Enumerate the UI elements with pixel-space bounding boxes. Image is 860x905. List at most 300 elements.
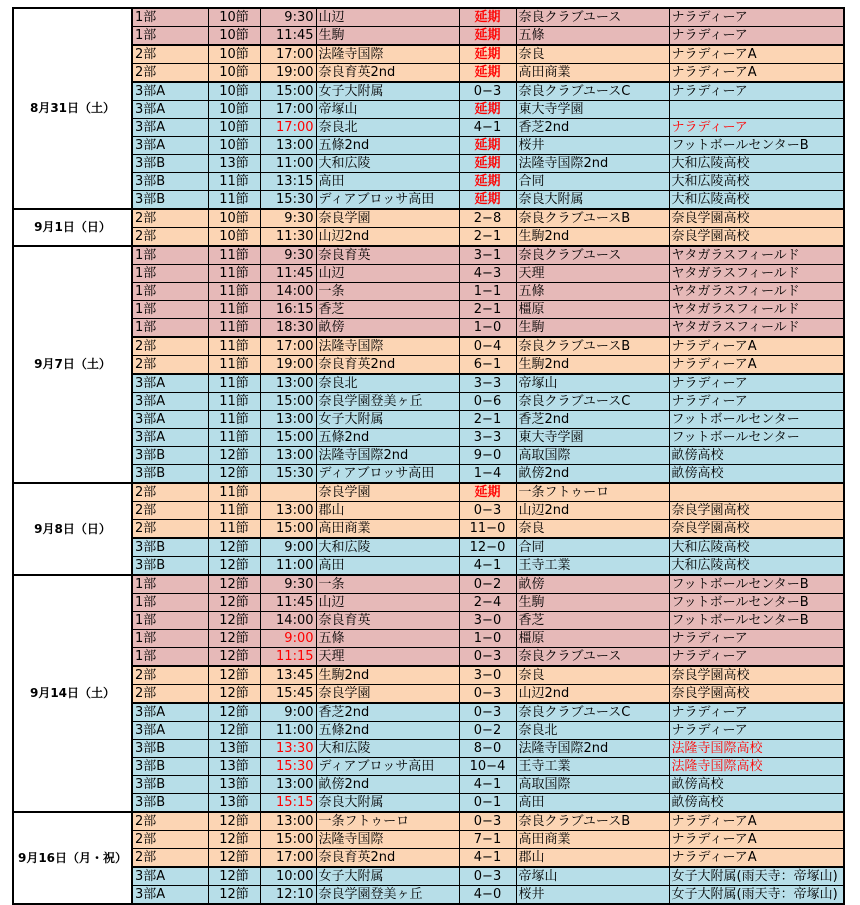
kickoff-time-cell: 13:00 — [260, 411, 316, 429]
round-cell: 13節 — [208, 776, 260, 794]
away-team-cell: 香芝 — [516, 612, 669, 630]
home-team-cell: 奈良育英2nd — [316, 356, 459, 375]
division-cell: 3部B — [132, 447, 208, 465]
kickoff-time-cell: 18:30 — [260, 319, 316, 338]
home-team-cell: 山辺 — [316, 8, 459, 27]
round-cell: 12節 — [208, 612, 260, 630]
kickoff-time-cell: 9:30 — [260, 575, 316, 594]
kickoff-time-cell: 14:00 — [260, 612, 316, 630]
division-cell: 3部A — [132, 374, 208, 393]
venue-cell: フットボールセンターB — [669, 575, 844, 594]
away-team-cell: 法隆寺国際2nd — [516, 155, 669, 173]
away-team-cell: 橿原 — [516, 301, 669, 319]
home-team-cell: 五條2nd — [316, 722, 459, 740]
match-row — [13, 27, 844, 46]
away-team-cell: 奈良クラブユースB — [516, 337, 669, 356]
round-cell: 11節 — [208, 265, 260, 283]
kickoff-time-cell: 11:45 — [260, 27, 316, 46]
round-cell: 11節 — [208, 502, 260, 520]
division-cell: 2部 — [132, 209, 208, 228]
round-cell: 10節 — [208, 101, 260, 119]
round-cell: 13節 — [208, 794, 260, 813]
score-cell: 2−8 — [459, 209, 516, 228]
away-team-cell: 一条フトゥーロ — [516, 483, 669, 502]
match-row — [13, 831, 844, 849]
away-team-cell: 奈良クラブユースC — [516, 82, 669, 101]
home-team-cell: 山辺 — [316, 594, 459, 612]
away-team-cell: 天理 — [516, 265, 669, 283]
away-team-cell: 奈良 — [516, 520, 669, 539]
home-team-cell: 女子大附属 — [316, 82, 459, 101]
match-row — [13, 812, 844, 831]
away-team-cell: 東大寺学園 — [516, 429, 669, 447]
score-cell: 0−3 — [459, 703, 516, 722]
round-cell: 10節 — [208, 27, 260, 46]
round-cell: 11節 — [208, 393, 260, 411]
kickoff-time-cell: 9:00 — [260, 630, 316, 648]
match-row — [13, 666, 844, 685]
away-team-cell: 生駒 — [516, 594, 669, 612]
kickoff-time-cell: 13:15 — [260, 173, 316, 191]
round-cell: 12節 — [208, 557, 260, 576]
division-cell: 3部B — [132, 794, 208, 813]
score-cell: 3−3 — [459, 429, 516, 447]
kickoff-time-cell: 11:30 — [260, 228, 316, 247]
venue-cell: 法隆寺国際高校 — [669, 740, 844, 758]
round-cell: 11節 — [208, 319, 260, 338]
score-cell: 3−0 — [459, 666, 516, 685]
kickoff-time-cell: 11:45 — [260, 265, 316, 283]
kickoff-time-cell: 17:00 — [260, 849, 316, 868]
round-cell: 10節 — [208, 228, 260, 247]
division-cell: 3部B — [132, 155, 208, 173]
away-team-cell: 五條 — [516, 283, 669, 301]
score-cell: 4−1 — [459, 849, 516, 868]
venue-cell: ナラディーアA — [669, 337, 844, 356]
away-team-cell: 山辺2nd — [516, 502, 669, 520]
match-row — [13, 319, 844, 338]
division-cell: 3部A — [132, 137, 208, 155]
kickoff-time-cell: 9:30 — [260, 8, 316, 27]
schedule-body — [13, 8, 844, 904]
score-cell: 3−0 — [459, 612, 516, 630]
kickoff-time-cell: 15:30 — [260, 191, 316, 210]
match-row — [13, 538, 844, 557]
away-team-cell: 奈良クラブユース — [516, 8, 669, 27]
away-team-cell: 香芝2nd — [516, 119, 669, 137]
kickoff-time-cell: 13:00 — [260, 812, 316, 831]
match-row — [13, 64, 844, 83]
score-cell: 12−0 — [459, 538, 516, 557]
away-team-cell: 奈良 — [516, 45, 669, 64]
home-team-cell: 奈良育英 — [316, 246, 459, 265]
venue-cell: 大和広陵高校 — [669, 538, 844, 557]
kickoff-time-cell: 10:00 — [260, 867, 316, 886]
venue-cell — [669, 483, 844, 502]
division-cell: 2部 — [132, 337, 208, 356]
kickoff-time-cell: 15:30 — [260, 758, 316, 776]
away-team-cell: 奈良大附属 — [516, 191, 669, 210]
round-cell: 11節 — [208, 173, 260, 191]
division-cell: 2部 — [132, 812, 208, 831]
round-cell: 10節 — [208, 82, 260, 101]
venue-cell: ヤタガラスフィールド — [669, 319, 844, 338]
home-team-cell: 奈良学園 — [316, 483, 459, 502]
score-cell: 0−2 — [459, 575, 516, 594]
match-row — [13, 867, 844, 886]
match-row — [13, 246, 844, 265]
score-cell: 延期 — [459, 27, 516, 46]
away-team-cell: 桜井 — [516, 886, 669, 905]
division-cell: 3部B — [132, 465, 208, 484]
venue-cell: 女子大附属(雨天寺：帝塚山) — [669, 867, 844, 886]
venue-cell: 大和広陵高校 — [669, 155, 844, 173]
score-cell: 0−3 — [459, 685, 516, 704]
away-team-cell: 帝塚山 — [516, 374, 669, 393]
venue-cell: 大和広陵高校 — [669, 191, 844, 210]
away-team-cell: 奈良クラブユース — [516, 648, 669, 667]
home-team-cell: 大和広陵 — [316, 538, 459, 557]
venue-cell: ヤタガラスフィールド — [669, 283, 844, 301]
score-cell: 2−1 — [459, 411, 516, 429]
home-team-cell: 五條2nd — [316, 137, 459, 155]
home-team-cell: ディアブロッサ高田 — [316, 191, 459, 210]
division-cell: 1部 — [132, 8, 208, 27]
score-cell: 延期 — [459, 101, 516, 119]
away-team-cell: 東大寺学園 — [516, 101, 669, 119]
score-cell: 6−1 — [459, 356, 516, 375]
round-cell: 10節 — [208, 209, 260, 228]
division-cell: 1部 — [132, 246, 208, 265]
score-cell: 0−3 — [459, 648, 516, 667]
match-row — [13, 228, 844, 247]
venue-cell: ヤタガラスフィールド — [669, 246, 844, 265]
home-team-cell: 法隆寺国際2nd — [316, 447, 459, 465]
round-cell: 12節 — [208, 447, 260, 465]
round-cell: 11節 — [208, 429, 260, 447]
kickoff-time-cell: 17:00 — [260, 45, 316, 64]
venue-cell: ナラディーア — [669, 703, 844, 722]
kickoff-time-cell: 11:45 — [260, 594, 316, 612]
venue-cell: 奈良学園高校 — [669, 685, 844, 704]
round-cell: 11節 — [208, 483, 260, 502]
venue-cell: ナラディーアA — [669, 831, 844, 849]
kickoff-time-cell: 15:45 — [260, 685, 316, 704]
match-row — [13, 722, 844, 740]
round-cell: 12節 — [208, 867, 260, 886]
kickoff-time-cell: 9:00 — [260, 538, 316, 557]
match-row — [13, 191, 844, 210]
venue-cell: フットボールセンターB — [669, 137, 844, 155]
kickoff-time-cell: 13:30 — [260, 740, 316, 758]
venue-cell: 奈良学園高校 — [669, 666, 844, 685]
division-cell: 2部 — [132, 502, 208, 520]
division-cell: 3部A — [132, 886, 208, 905]
venue-cell: フットボールセンターB — [669, 612, 844, 630]
home-team-cell: 奈良大附属 — [316, 794, 459, 813]
score-cell: 0−4 — [459, 337, 516, 356]
match-row — [13, 758, 844, 776]
match-row — [13, 594, 844, 612]
home-team-cell: 高田商業 — [316, 520, 459, 539]
round-cell: 12節 — [208, 630, 260, 648]
score-cell: 1−4 — [459, 465, 516, 484]
division-cell: 1部 — [132, 630, 208, 648]
division-cell: 3部A — [132, 101, 208, 119]
division-cell: 1部 — [132, 575, 208, 594]
home-team-cell: 五條2nd — [316, 429, 459, 447]
venue-cell: ナラディーア — [669, 374, 844, 393]
division-cell: 2部 — [132, 64, 208, 83]
home-team-cell: ディアブロッサ高田 — [316, 758, 459, 776]
round-cell: 11節 — [208, 191, 260, 210]
round-cell: 10節 — [208, 64, 260, 83]
away-team-cell: 帝塚山 — [516, 867, 669, 886]
score-cell: 延期 — [459, 137, 516, 155]
home-team-cell: 女子大附属 — [316, 411, 459, 429]
home-team-cell: 奈良学園登美ヶ丘 — [316, 886, 459, 905]
venue-cell: 奈良学園高校 — [669, 502, 844, 520]
match-row — [13, 685, 844, 704]
kickoff-time-cell: 19:00 — [260, 356, 316, 375]
venue-cell: フットボールセンターB — [669, 594, 844, 612]
kickoff-time-cell: 17:00 — [260, 337, 316, 356]
round-cell: 12節 — [208, 722, 260, 740]
round-cell: 12節 — [208, 812, 260, 831]
away-team-cell: 奈良クラブユースC — [516, 703, 669, 722]
home-team-cell: 生駒 — [316, 27, 459, 46]
match-row — [13, 429, 844, 447]
away-team-cell: 高田商業 — [516, 831, 669, 849]
division-cell: 1部 — [132, 301, 208, 319]
round-cell: 12節 — [208, 465, 260, 484]
score-cell: 9−0 — [459, 447, 516, 465]
score-cell: 0−6 — [459, 393, 516, 411]
venue-cell: フットボールセンター — [669, 411, 844, 429]
home-team-cell: 山辺2nd — [316, 228, 459, 247]
venue-cell: 大和広陵高校 — [669, 557, 844, 576]
home-team-cell: 山辺 — [316, 265, 459, 283]
home-team-cell: 法隆寺国際 — [316, 831, 459, 849]
match-row — [13, 703, 844, 722]
away-team-cell: 奈良クラブユースC — [516, 393, 669, 411]
venue-cell: ナラディーア — [669, 119, 844, 137]
score-cell: 4−1 — [459, 557, 516, 576]
division-cell: 3部B — [132, 758, 208, 776]
venue-cell: 大和広陵高校 — [669, 173, 844, 191]
venue-cell: ナラディーア — [669, 8, 844, 27]
match-row — [13, 411, 844, 429]
away-team-cell: 合同 — [516, 173, 669, 191]
match-row — [13, 356, 844, 375]
home-team-cell: 高田 — [316, 173, 459, 191]
division-cell: 2部 — [132, 520, 208, 539]
match-row — [13, 101, 844, 119]
home-team-cell: 大和広陵 — [316, 155, 459, 173]
venue-cell: 畝傍高校 — [669, 776, 844, 794]
round-cell: 10節 — [208, 119, 260, 137]
home-team-cell: 帝塚山 — [316, 101, 459, 119]
score-cell: 延期 — [459, 483, 516, 502]
round-cell: 11節 — [208, 356, 260, 375]
division-cell: 2部 — [132, 228, 208, 247]
score-cell: 2−1 — [459, 228, 516, 247]
home-team-cell: 生駒2nd — [316, 666, 459, 685]
match-row — [13, 45, 844, 64]
kickoff-time-cell: 11:15 — [260, 648, 316, 667]
away-team-cell: 奈良北 — [516, 722, 669, 740]
division-cell: 3部B — [132, 191, 208, 210]
division-cell: 3部B — [132, 740, 208, 758]
match-date: 9月1日（日） — [13, 209, 132, 246]
score-cell: 延期 — [459, 155, 516, 173]
kickoff-time-cell: 15:00 — [260, 393, 316, 411]
round-cell: 11節 — [208, 246, 260, 265]
venue-cell: 畝傍高校 — [669, 447, 844, 465]
venue-cell: ナラディーア — [669, 648, 844, 667]
division-cell: 3部A — [132, 393, 208, 411]
division-cell: 2部 — [132, 849, 208, 868]
match-date: 9月7日（土） — [13, 246, 132, 483]
kickoff-time-cell: 15:00 — [260, 82, 316, 101]
match-row — [13, 849, 844, 868]
match-row — [13, 209, 844, 228]
score-cell: 11−0 — [459, 520, 516, 539]
home-team-cell: 奈良北 — [316, 374, 459, 393]
division-cell: 1部 — [132, 648, 208, 667]
home-team-cell: 五條 — [316, 630, 459, 648]
score-cell: 0−3 — [459, 502, 516, 520]
home-team-cell: ディアブロッサ高田 — [316, 465, 459, 484]
match-row — [13, 520, 844, 539]
kickoff-time-cell: 13:00 — [260, 374, 316, 393]
division-cell: 1部 — [132, 283, 208, 301]
kickoff-time-cell: 17:00 — [260, 119, 316, 137]
away-team-cell: 法隆寺国際2nd — [516, 740, 669, 758]
division-cell: 3部B — [132, 776, 208, 794]
kickoff-time-cell: 13:00 — [260, 502, 316, 520]
division-cell: 3部A — [132, 429, 208, 447]
score-cell: 1−0 — [459, 319, 516, 338]
division-cell: 1部 — [132, 265, 208, 283]
match-date: 9月14日（土） — [13, 575, 132, 812]
away-team-cell: 生駒2nd — [516, 356, 669, 375]
score-cell: 3−1 — [459, 246, 516, 265]
kickoff-time-cell: 16:15 — [260, 301, 316, 319]
round-cell: 13節 — [208, 155, 260, 173]
score-cell: 3−3 — [459, 374, 516, 393]
match-row — [13, 630, 844, 648]
score-cell: 10−4 — [459, 758, 516, 776]
kickoff-time-cell: 11:00 — [260, 557, 316, 576]
home-team-cell: 天理 — [316, 648, 459, 667]
score-cell: 1−0 — [459, 630, 516, 648]
kickoff-time-cell: 13:45 — [260, 666, 316, 685]
away-team-cell: 高取国際 — [516, 447, 669, 465]
round-cell: 11節 — [208, 301, 260, 319]
kickoff-time-cell: 15:15 — [260, 794, 316, 813]
kickoff-time-cell: 12:10 — [260, 886, 316, 905]
score-cell: 4−1 — [459, 119, 516, 137]
round-cell: 12節 — [208, 685, 260, 704]
schedule-table — [12, 7, 845, 905]
venue-cell: ヤタガラスフィールド — [669, 301, 844, 319]
away-team-cell: 桜井 — [516, 137, 669, 155]
match-date: 9月8日（日） — [13, 483, 132, 575]
away-team-cell: 生駒2nd — [516, 228, 669, 247]
division-cell: 1部 — [132, 319, 208, 338]
kickoff-time-cell: 14:00 — [260, 283, 316, 301]
round-cell: 12節 — [208, 594, 260, 612]
round-cell: 12節 — [208, 538, 260, 557]
division-cell: 3部B — [132, 538, 208, 557]
division-cell: 2部 — [132, 483, 208, 502]
match-row — [13, 137, 844, 155]
match-row — [13, 483, 844, 502]
score-cell: 0−2 — [459, 722, 516, 740]
division-cell: 1部 — [132, 594, 208, 612]
away-team-cell: 香芝2nd — [516, 411, 669, 429]
away-team-cell: 奈良クラブユースB — [516, 812, 669, 831]
division-cell: 3部A — [132, 119, 208, 137]
division-cell: 2部 — [132, 356, 208, 375]
match-row — [13, 794, 844, 813]
away-team-cell: 奈良 — [516, 666, 669, 685]
away-team-cell: 奈良クラブユースB — [516, 209, 669, 228]
kickoff-time-cell: 19:00 — [260, 64, 316, 83]
kickoff-time-cell: 15:00 — [260, 831, 316, 849]
score-cell: 延期 — [459, 8, 516, 27]
kickoff-time-cell: 15:00 — [260, 520, 316, 539]
division-cell: 1部 — [132, 612, 208, 630]
division-cell: 3部B — [132, 557, 208, 576]
round-cell: 11節 — [208, 283, 260, 301]
away-team-cell: 畝傍2nd — [516, 465, 669, 484]
venue-cell: 畝傍高校 — [669, 465, 844, 484]
division-cell: 3部A — [132, 411, 208, 429]
home-team-cell: 香芝2nd — [316, 703, 459, 722]
kickoff-time-cell: 9:30 — [260, 209, 316, 228]
round-cell: 12節 — [208, 849, 260, 868]
round-cell: 12節 — [208, 831, 260, 849]
away-team-cell: 王寺工業 — [516, 557, 669, 576]
division-cell: 3部A — [132, 703, 208, 722]
division-cell: 3部A — [132, 82, 208, 101]
match-row — [13, 265, 844, 283]
home-team-cell: 女子大附属 — [316, 867, 459, 886]
away-team-cell: 五條 — [516, 27, 669, 46]
match-row — [13, 119, 844, 137]
home-team-cell: 一条 — [316, 283, 459, 301]
round-cell: 11節 — [208, 520, 260, 539]
round-cell: 12節 — [208, 703, 260, 722]
match-row — [13, 612, 844, 630]
round-cell: 12節 — [208, 648, 260, 667]
division-cell: 2部 — [132, 831, 208, 849]
round-cell: 10節 — [208, 8, 260, 27]
score-cell: 延期 — [459, 173, 516, 191]
kickoff-time-cell: 15:30 — [260, 465, 316, 484]
division-cell: 3部A — [132, 722, 208, 740]
away-team-cell: 山辺2nd — [516, 685, 669, 704]
away-team-cell: 合同 — [516, 538, 669, 557]
home-team-cell: 大和広陵 — [316, 740, 459, 758]
match-row — [13, 740, 844, 758]
away-team-cell: 王寺工業 — [516, 758, 669, 776]
round-cell: 13節 — [208, 758, 260, 776]
score-cell: 4−3 — [459, 265, 516, 283]
round-cell: 12節 — [208, 575, 260, 594]
